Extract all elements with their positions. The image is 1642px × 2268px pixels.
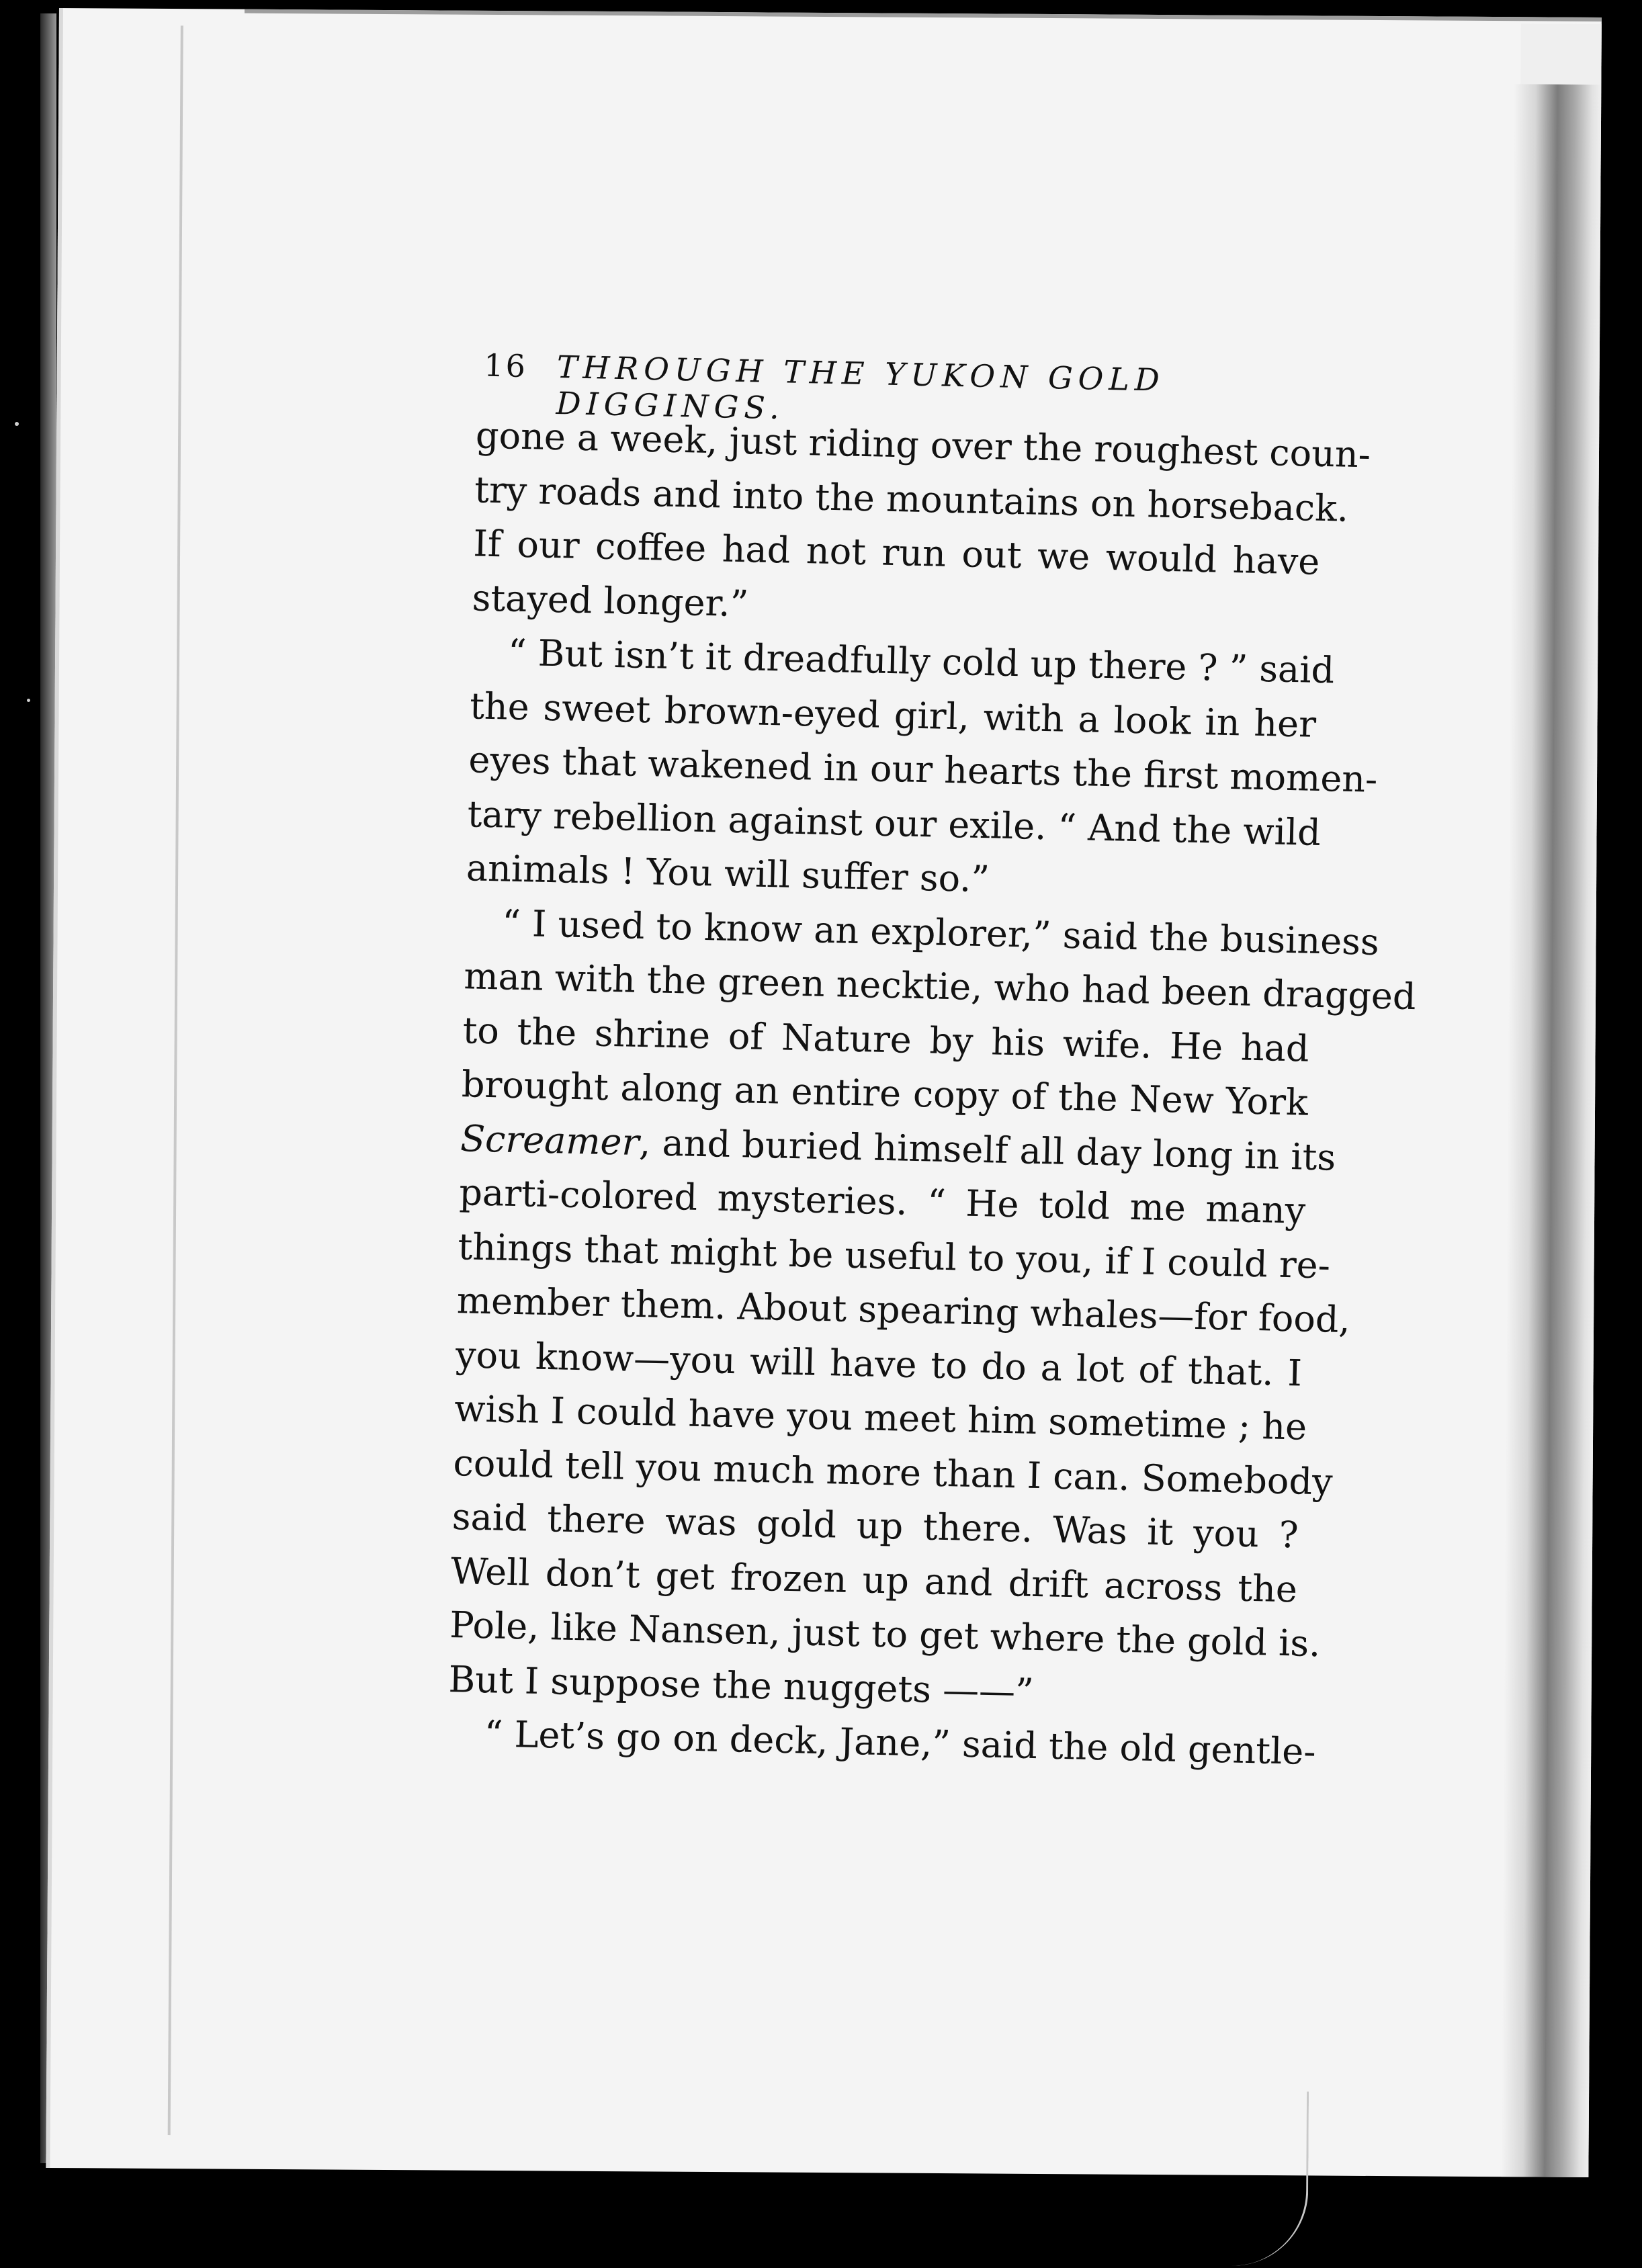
text-line: Pole, like Nansen, just to get where the gold is.	[449, 1603, 1321, 1665]
running-head	[483, 347, 1324, 427]
text-line: stayed longer.”	[472, 576, 749, 625]
text-line: try roads and into the mountains on horseback.	[474, 468, 1349, 530]
text-line: animals ! You will suffer so.”	[466, 846, 990, 901]
text-line: Well don’t get frozen up and drift across the	[450, 1549, 1298, 1610]
text-line: you know—you will have to do a lot of that. I	[455, 1333, 1303, 1395]
text-line: gone a week, just riding over the roughest coun-	[475, 414, 1371, 476]
text-line: But I suppose the nuggets ——”	[447, 1657, 1035, 1713]
paper-curl	[1232, 2091, 1309, 2267]
text-line: things that might be useful to you, if I could re-	[458, 1225, 1331, 1286]
text-line: “ I used to know an explorer,” said the business	[501, 901, 1380, 963]
text-line: the sweet brown-eyed girl, with a look in her	[469, 684, 1317, 746]
gutter-top	[1520, 24, 1602, 85]
running-head-title: THROUGH THE YUKON GOLD DIGGINGS.	[556, 349, 1166, 427]
text-line: could tell you much more than I can. Somebody	[453, 1441, 1334, 1503]
text-line: tary rebellion against our exile. “ And the wild	[467, 792, 1322, 854]
text-line: wish I could have you meet him sometime ; he	[453, 1387, 1307, 1448]
book-gutter	[1501, 84, 1601, 2177]
text-line: eyes that wakened in our hearts the first momen-	[468, 738, 1379, 801]
italic-newspaper-title: Screamer	[460, 1117, 640, 1164]
page-fold-line	[168, 26, 183, 2135]
text-block	[420, 347, 1417, 1779]
text-line: said there was gold up there. Was it you ?	[451, 1495, 1299, 1557]
text-line-rest: , and buried himself all day long in its	[638, 1121, 1336, 1179]
scan-speck	[27, 699, 30, 702]
text-line: “ But isn’t it dreadfully cold up there ? ” said	[507, 631, 1335, 692]
text-line: man with the green necktie, who had been dragged	[463, 955, 1417, 1018]
text-line: brought along an entire copy of the New York	[461, 1063, 1309, 1124]
page-number: 16	[483, 347, 528, 385]
text-line: “ Let’s go on deck, Jane,” said the old gentle-	[484, 1712, 1317, 1774]
scanned-page	[46, 8, 1602, 2177]
text-line: If our coffee had not run out we would have	[472, 522, 1320, 583]
text-line: to the shrine of Nature by his wife. He had	[462, 1008, 1310, 1070]
text-line: parti-colored mysteries. “ He told me many	[458, 1171, 1306, 1232]
scan-speck	[15, 422, 19, 426]
text-line: member them. About spearing whales—for food,	[456, 1279, 1351, 1342]
page-top-edge	[245, 9, 1602, 21]
